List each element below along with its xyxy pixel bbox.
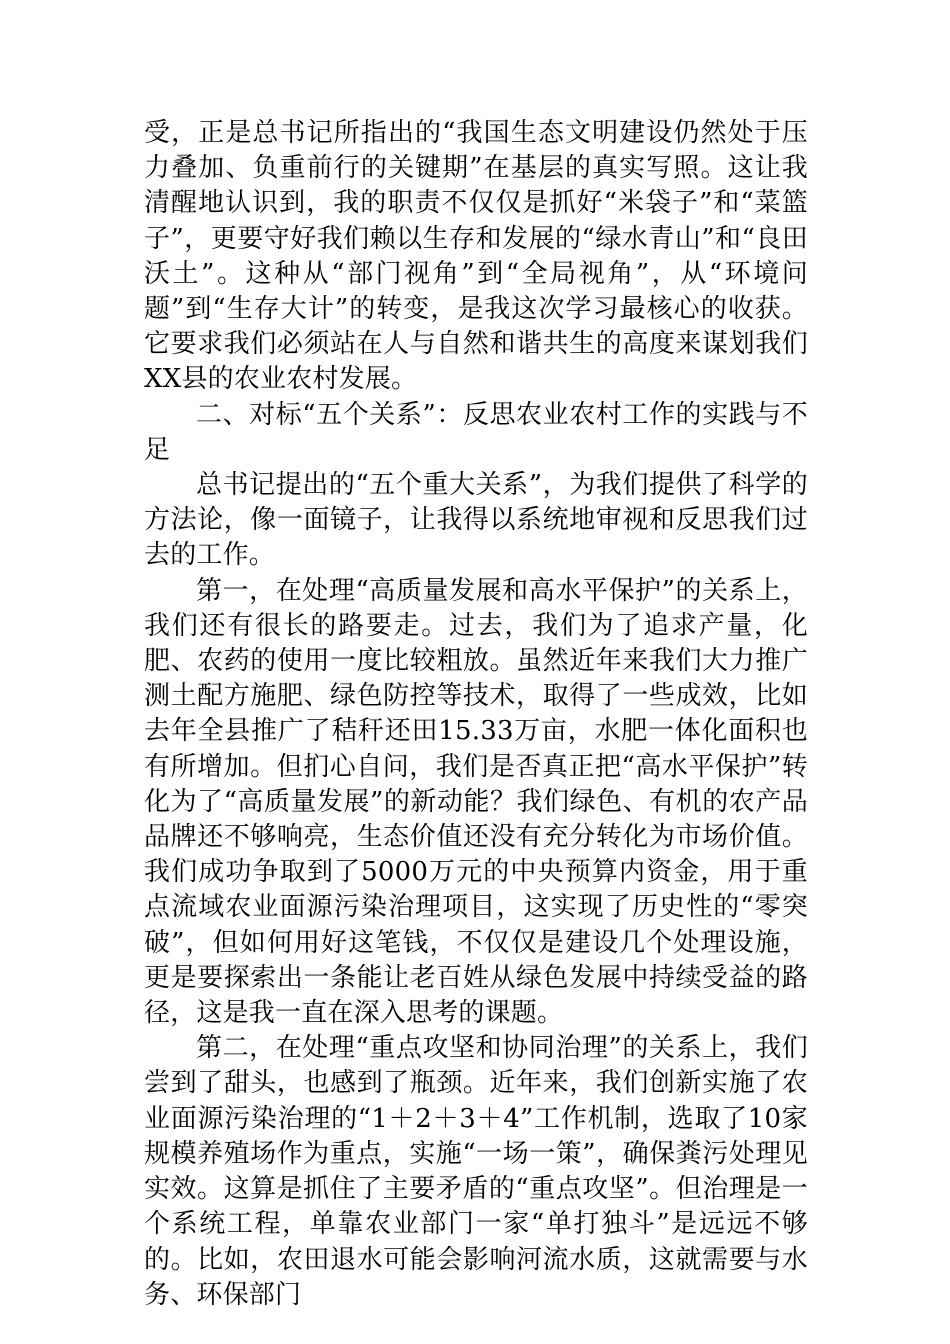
- paragraph-five-relations-intro: 总书记提出的“五个重大关系”，为我们提供了科学的方法论，像一面镜子，让我得以系统地审视和反思我们过去的工作。: [144, 470, 808, 571]
- paragraph-first-relation: 第一，在处理“高质量发展和高水平保护”的关系上，我们还有很长的路要走。过去，我们为了追求产量，化肥、农药的使用一度比较粗放。虽然近年来我们大力推广测土配方施肥、绿色防控等技术，取得了一些成效，比如去年全县推广了秸秆还田15.33万亩，水肥一体化面积也有所增加。但扪心自问，我们是否真正把“高水平保护”转化为了“高质量发展”的新动能？我们绿色、有机的农产品品牌还不够响亮，生态价值还没有充分转化为市场价值。我们成功争取到了5000万元的中央预算内资金，用于重点流域农业面源污染治理项目，这实现了历史性的“零突破”，但如何用好这笔钱，不仅仅是建设几个处理设施，更是要探索出一条能让老百姓从绿色发展中持续受益的路径，这是我一直在深入思考的课题。: [144, 575, 808, 1029]
- section-heading-two: 二、对标“五个关系”：反思农业农村工作的实践与不足: [144, 399, 808, 465]
- paragraph-second-relation: 第二，在处理“重点攻坚和协同治理”的关系上，我们尝到了甜头，也感到了瓶颈。近年来，我们创新实施了农业面源污染治理的“1＋2＋3＋4”工作机制，选取了10家规模养殖场作为重点，实施“一场一策”，确保粪污处理见实效。这算是抓住了主要矛盾的“重点攻坚”。但治理是一个系统工程，单靠农业部门一家“单打独斗”是远远不够的。比如，农田退水可能会影响河流水质，这就需要与水务、环保部门: [144, 1033, 808, 1310]
- document-page: [144, 116, 808, 1313]
- paragraph-continuation: 受，正是总书记所指出的“我国生态文明建设仍然处于压力叠加、负重前行的关键期”在基层的真实写照。这让我清醒地认识到，我的职责不仅仅是抓好“米袋子”和“菜篮子”，更要守好我们赖以生存和发展的“绿水青山”和“良田沃土”。这种从“部门视角”到“全局视角”，从“环境问题”到“生存大计”的转变，是我这次学习最核心的收获。它要求我们必须站在人与自然和谐共生的高度来谋划我们XX县的农业农村发展。: [144, 118, 808, 395]
